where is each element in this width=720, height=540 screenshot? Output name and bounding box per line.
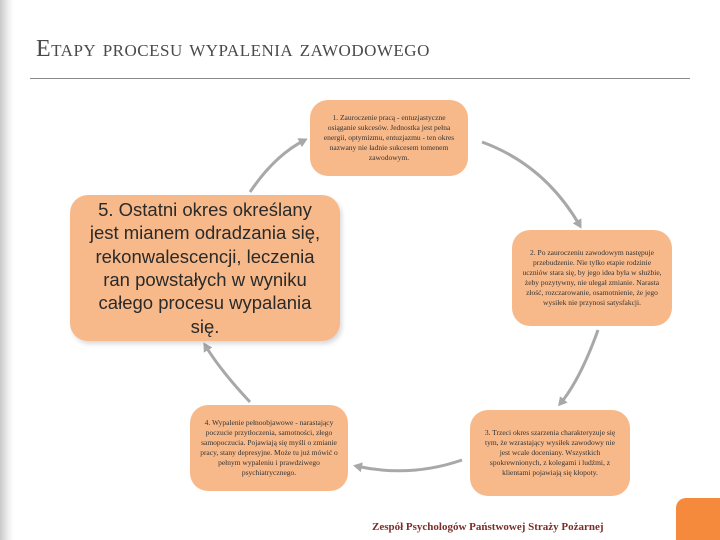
arrow-2-to-3 <box>560 330 598 404</box>
stage-3-text: 3. Trzeci okres szarzenia charakteryzuje się tym, że wzrastający wysiłek zawodowy nie jest wcale doceniany. Wszystkich spokrewnionych, z kolegami i ludźmi, z klientami pojawiają się kłopoty. <box>484 427 616 478</box>
corner-accent-tab <box>676 498 720 540</box>
slide-title: Etapy procesu wypalenia zawodowego <box>36 36 430 62</box>
stage-1-text: 1. Zauroczenie pracą - entuzjastyczne osiąganie sukcesów. Jednostka jest pełna energii, optymizmu, entuzjazmu - ten okres nazwany nie ładnie sukcesem tomenem zawodowym. <box>323 112 455 163</box>
stage-3-box <box>470 410 630 496</box>
stage-4-box <box>190 405 348 491</box>
stage-4-text: 4. Wypalenie pełnoobjawowe - narastający poczucie przytłoczenia, samotności, złego samopoczucia. Pojawiają się myśli o zmianie pracy, stany depresyjne. Może tu już mówić o pełnym wypaleniu i prawdziwego psychiatrycznego. <box>200 417 338 478</box>
stage-5-text: 5. Ostatni okres określany jest mianem odradzania się, rekonwalescencji, leczenia ran powstałych w wyniku całego procesu wypalania się. <box>89 198 321 337</box>
stage-5-box <box>70 195 340 341</box>
arrow-3-to-4 <box>356 460 462 471</box>
arrow-4-to-5 <box>205 345 250 402</box>
stage-2-box <box>512 230 672 326</box>
stage-2-text: 2. Po zauroczeniu zawodowym następuje przebudzenie. Nie tylko etapie rodzinie uczniów stara się, by jego idea była w służbie, żeby pozytywny, nie ulegał zmianie. Narasta złość, rozczarowanie, osamotnienie, że jego wysiłek nie przynosi satysfakcji. <box>522 247 662 308</box>
arrow-5-to-1 <box>250 140 305 192</box>
footer-credit: Zespół Psychologów Państwowej Straży Pożarnej <box>372 521 604 533</box>
arrow-1-to-2 <box>482 142 580 226</box>
stage-1-box <box>310 100 468 176</box>
